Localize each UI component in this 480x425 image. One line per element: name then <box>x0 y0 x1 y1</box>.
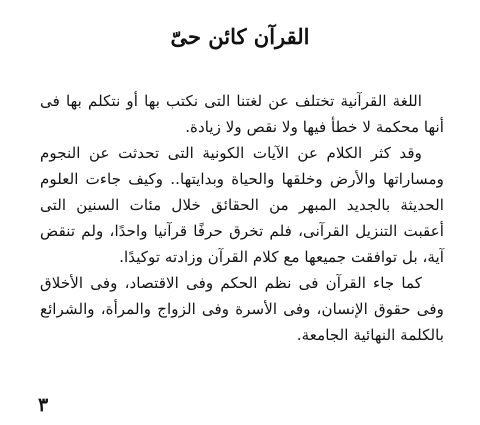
body-text <box>40 88 444 348</box>
paragraph-1: اللغة القرآنية تختلف عن لغتنا التى نكتب بها أو نتكلم بها فى أنها محكمة لا خطأ فيها ولا نقص ولا زيادة. <box>40 92 444 136</box>
page-title: القرآن كائن حىّ <box>170 24 310 49</box>
paragraph-3: كما جاء القرآن فى نظم الحكم وفى الاقتصاد، وفى الأخلاق وفى حقوق الإنسان، وفى الأسرة وفى الزواج والمرأة، والشرائع بالكلمة النهائية الجامعة. <box>40 274 444 344</box>
paragraph-2: وقد كثر الكلام عن الآيات الكونية التى تحدثت عن النجوم ومساراتها والأرض وخلقها والحياة وبدايتها.. وكيف جاءت العلوم الحديثة بالجديد المبهر من الحقائق خلال مئات السنين التى أعقبت التنزيل القرآنى، فلم تخرق حرفًا قرآنيا واحدًا، ولم تنقض آية، بل توافقت جميعها مع كلام القرآن وزادته توكيدًا. <box>40 144 444 266</box>
page-number: ٣ <box>38 394 49 416</box>
